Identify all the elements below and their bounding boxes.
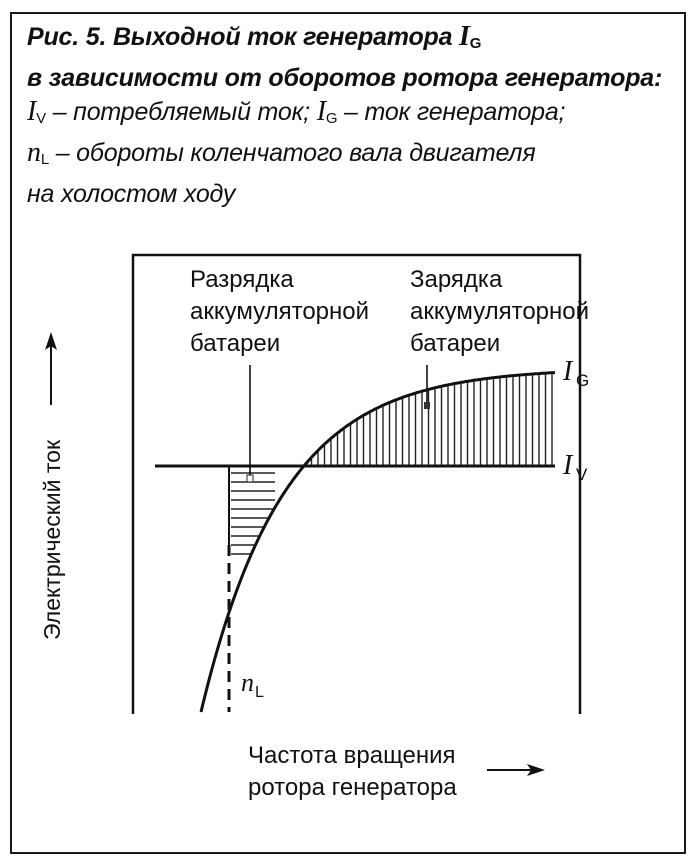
legend-ig-var: I <box>316 96 326 127</box>
legend-ig-sub: G <box>325 110 338 127</box>
x-axis-label-line2: ротора генератора <box>248 774 457 801</box>
legend-iv-text: – потребляемый ток; <box>52 98 310 126</box>
charge-leader-dot <box>424 402 430 409</box>
caption-title-text: Выходной ток генератора <box>112 23 453 51</box>
iv-label: I <box>563 450 573 481</box>
nl-label: n <box>241 668 254 697</box>
caption-legend-nl-2: на холостом ходу <box>27 180 236 208</box>
y-axis-label: Электрический ток <box>39 439 65 640</box>
ig-curve <box>201 373 555 712</box>
fig-label: Рис. 5. <box>27 23 107 51</box>
ig-label-sub: G <box>576 371 590 390</box>
charge-label-line1: Зарядка <box>410 266 503 293</box>
charge-label-line3: батареи <box>410 330 501 357</box>
title-var-sub: G <box>469 35 482 52</box>
discharge-leader-dot <box>247 475 253 482</box>
legend-nl-text: – обороты коленчатого вала двигателя <box>55 139 536 167</box>
legend-iv-var: I <box>27 96 37 127</box>
legend-nl-sub: L <box>40 151 49 168</box>
nl-label-sub: L <box>255 684 264 701</box>
discharge-label-line3: батареи <box>190 330 281 357</box>
ig-label: I <box>563 356 573 387</box>
title-var: I <box>459 21 470 52</box>
legend-ig-text: – ток генератора; <box>344 98 566 126</box>
legend-nl-var: n <box>27 137 41 168</box>
legend-iv-sub: V <box>36 110 46 127</box>
iv-label-sub: V <box>576 465 588 484</box>
discharge-label-line2: аккумуляторной <box>190 298 370 325</box>
discharge-label-line1: Разрядка <box>190 266 294 293</box>
charge-label-line2: аккумуляторной <box>410 298 590 325</box>
discharge-hatch <box>231 473 275 554</box>
caption-title-line2: в зависимости от оборотов ротора генератора: <box>27 64 663 92</box>
x-axis-label-line1: Частота вращения <box>248 742 456 769</box>
